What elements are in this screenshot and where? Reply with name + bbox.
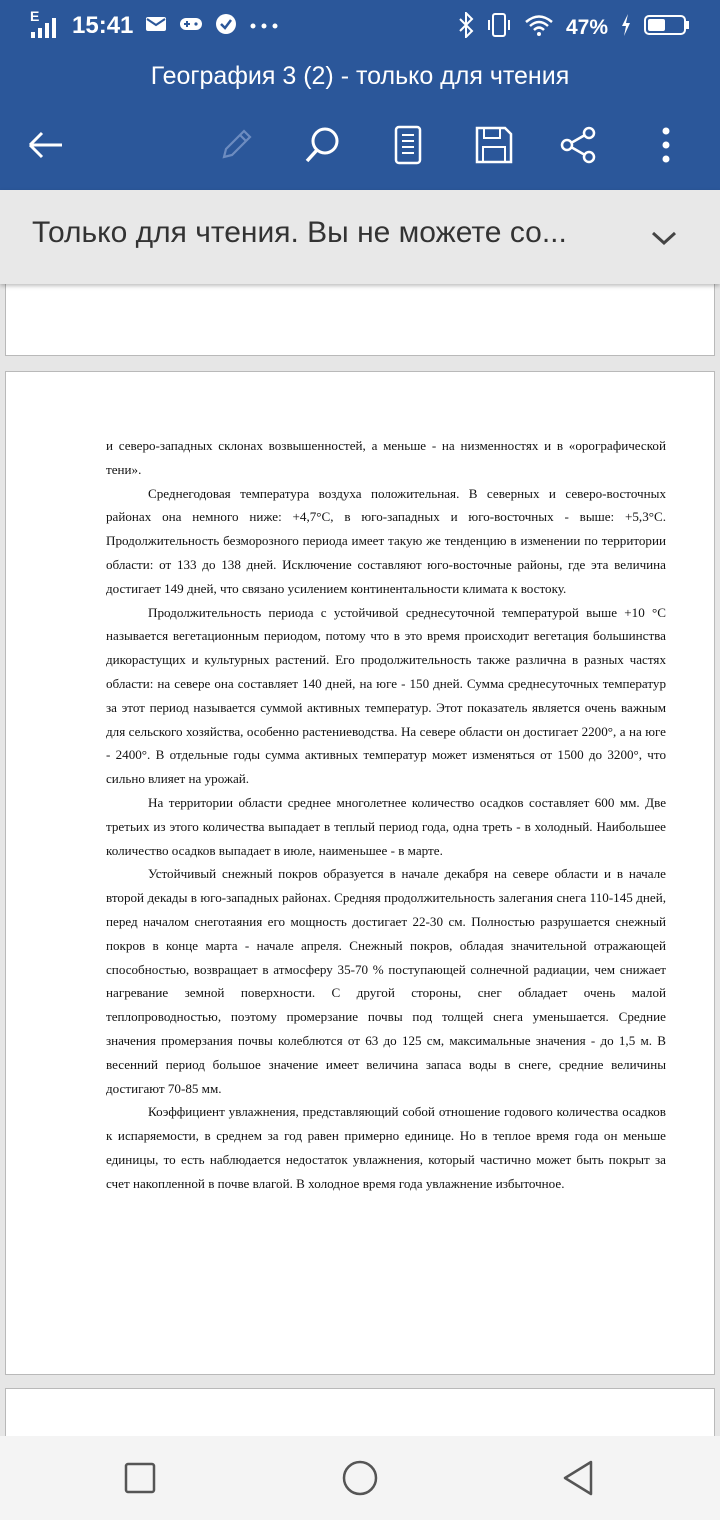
charging-icon <box>620 13 632 42</box>
gamepad-icon <box>179 15 203 38</box>
search-icon[interactable] <box>294 118 350 172</box>
read-only-banner[interactable] <box>0 190 720 284</box>
signal-icon <box>30 8 60 40</box>
more-notifications-icon <box>249 17 279 35</box>
next-page <box>5 1388 715 1436</box>
page-content <box>106 434 666 1196</box>
bluetooth-icon <box>458 12 474 43</box>
chevron-down-icon[interactable] <box>646 220 682 256</box>
share-icon[interactable] <box>551 118 607 172</box>
wifi-icon <box>524 13 554 42</box>
battery-percent: 47% <box>565 15 608 39</box>
paragraph: На территории области среднее многолетнее количество осадков составляет 600 мм. Две третьих из этого количества выпадает в теплый период года, одна треть - в холодный. Наибольшее количество осадков выпадает в июле, наименьшее - в марте. <box>106 794 666 858</box>
battery-icon <box>644 14 690 41</box>
paragraph: Продолжительность периода с устойчивой среднесуточной температурой выше +10 °С называется вегетационным периодом, потому что в это время происходит вегетация большинства дикорастущих и культурных растений. Его продолжительность также различна в разных частях области: на севере она составляет 140 дней, на юге - 150 дней. Сумма среднесуточных температур за этот период называется суммой активных температур. Этот показатель является очень важным для сельского хозяйства, особенно растениеводства. На севере области он достигает 2200°, а на юге - 2400°. В отдельные годы сумма активных температур может изменяться от 1500 до 3200°, что сильно влияет на урожай. <box>106 604 666 787</box>
current-page <box>5 371 715 1375</box>
paragraph: Среднегодовая температура воздуха положительная. В северных и северо-восточных районах она немного ниже: +4,7°С, в юго-западных и юго-восточных - выше: +5,3°С. Продолжительность безморозного периода имеет такую же тенденцию в изменении по территории области: от 133 до 138 дней. Исключение составляют юго-восточные районы, где эта величина достигает 149 дней, что связано усилением континентальности климата к востоку. <box>106 485 666 596</box>
paragraph: Устойчивый снежный покров образуется в начале декабря на севере области и в начале второй декады в юго-западных районах. Средняя продолжительность залегания снега 110-145 дней, перед началом снеготаяния его мощность достигает 22-30 см. Полностью разрушается снежный покров в конце марта - начале апреля. Снежный покров, обладая значительной отражающей способностью, возвращает в атмосферу 35-70 % поступающей солнечной радиации, чем снижает нагревание земной поверхности. С другой стороны, снег обладает очень малой теплопроводностью, поэтому промерзание почвы под толщей снега уменьшается. Средние значения промерзания почвы колеблются от 63 до 125 см, максимальные значения - до 1,5 м. В весенний период большое значение имеет величина запаса воды в снеге, средние величины достигают 70-85 мм. <box>106 866 666 1096</box>
recents-square-icon[interactable] <box>118 1456 162 1500</box>
edit-pencil-icon[interactable] <box>208 118 264 172</box>
back-arrow-icon[interactable] <box>18 118 74 172</box>
status-bar <box>0 0 720 56</box>
document-title: География 3 (2) - только для чтения <box>150 62 570 90</box>
mobile-view-icon[interactable] <box>380 118 436 172</box>
status-time: 15:41 <box>72 12 134 39</box>
previous-page <box>5 284 715 356</box>
paragraph: и северо-западных склонах возвышенностей, а меньше - на низменностях и в «орографической тени». <box>106 438 666 477</box>
home-circle-icon[interactable] <box>338 1456 382 1500</box>
document-viewport[interactable] <box>0 284 720 1436</box>
more-icon[interactable] <box>638 118 694 172</box>
back-triangle-icon[interactable] <box>556 1456 600 1500</box>
save-icon[interactable] <box>466 118 522 172</box>
check-circle-icon <box>215 13 237 40</box>
network-type-label: E <box>30 8 40 24</box>
toolbar <box>0 118 720 172</box>
app-bar <box>0 0 720 190</box>
mail-icon <box>145 15 167 38</box>
system-nav-bar <box>0 1436 720 1520</box>
paragraph: Коэффициент увлажнения, представляющий собой отношение годового количества осадков к испаряемости, в среднем за год равен примерно единице. Но в теплое время года он меньше единицы, то есть наблюдается недостаток увлажнения, который частично может быть покрыт за счет накопленной в почве влагой. В холодное время года увлажнение избыточное. <box>106 1104 666 1191</box>
read-only-message: Только для чтения. Вы не можете со... <box>32 216 567 249</box>
vibrate-icon <box>486 12 512 43</box>
